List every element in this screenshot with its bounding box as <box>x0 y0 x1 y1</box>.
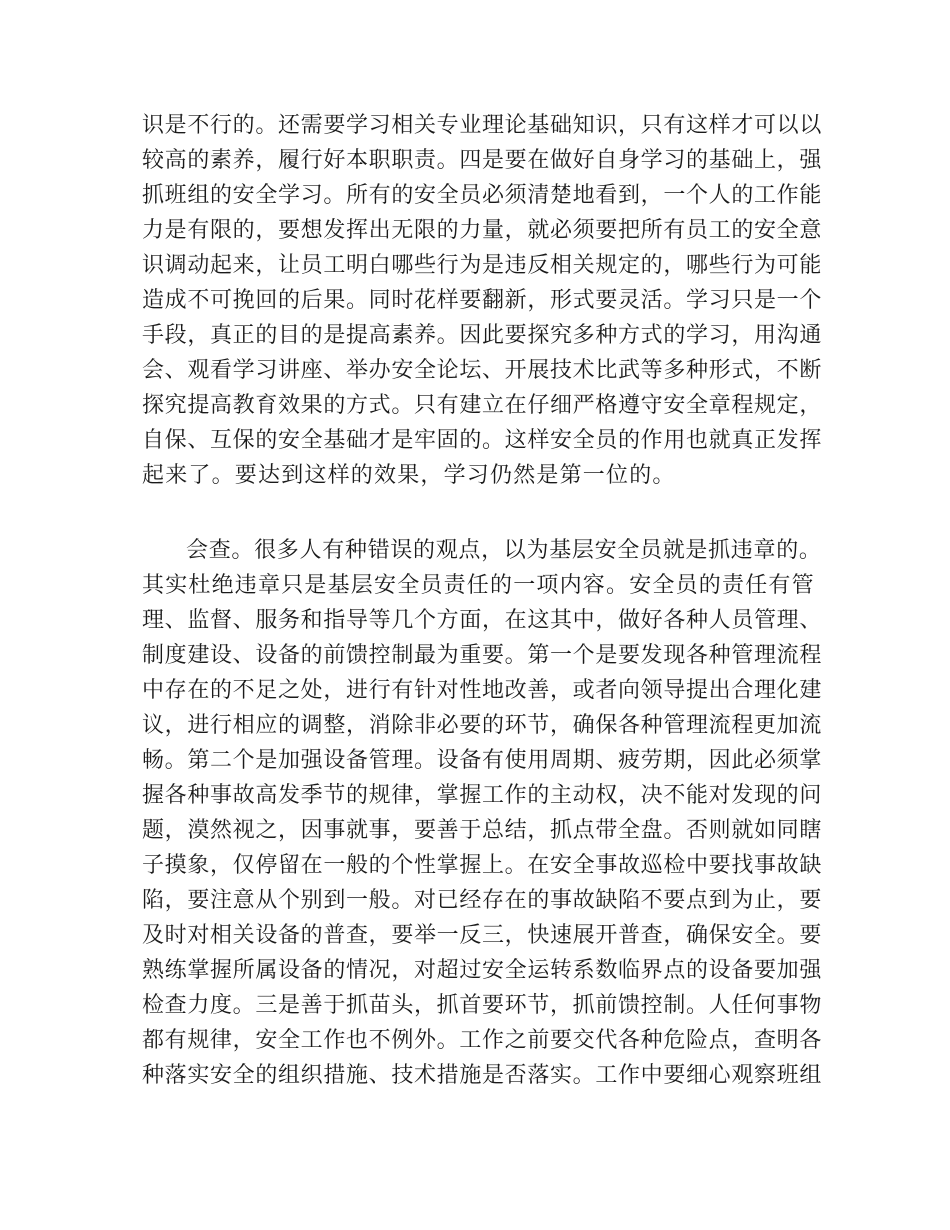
text-line: 识调动起来，让员工明白哪些行为是违反相关规定的，哪些行为可能 <box>142 253 823 278</box>
paragraph-study <box>142 108 822 493</box>
text-line: 识是不行的。还需要学习相关专业理论基础知识，只有这样才可以以 <box>142 113 823 138</box>
text-line: 中存在的不足之处，进行有针对性地改善，或者向领导提出合理化建 <box>142 678 823 703</box>
text-line: 手段，真正的目的是提高素养。因此要探究多种方式的学习，用沟通 <box>142 323 823 348</box>
text-line: 起来了。要达到这样的效果，学习仍然是第一位的。 <box>142 463 676 488</box>
text-line: 种落实安全的组织措施、技术措施是否落实。工作中要细心观察班组 <box>142 1063 823 1088</box>
text-line: 畅。第二个是加强设备管理。设备有使用周期、疲劳期，因此必须掌 <box>142 748 823 773</box>
text-line: 自保、互保的安全基础才是牢固的。这样安全员的作用也就真正发挥 <box>142 428 823 453</box>
text-line: 探究提高教育效果的方式。只有建立在仔细严格遵守安全章程规定， <box>142 393 823 418</box>
text-line: 题，漠然视之，因事就事，要善于总结，抓点带全盘。否则就如同瞎 <box>142 818 823 843</box>
text-line: 力是有限的，要想发挥出无限的力量，就必须要把所有员工的安全意 <box>142 218 823 243</box>
text-line: 较高的素养，履行好本职职责。四是要在做好自身学习的基础上，强 <box>142 148 823 173</box>
text-line: 会查。很多人有种错误的观点，以为基层安全员就是抓违章的。 <box>186 538 822 563</box>
text-line: 制度建设、设备的前馈控制最为重要。第一个是要发现各种管理流程 <box>142 643 823 668</box>
text-line: 熟练掌握所属设备的情况，对超过安全运转系数临界点的设备要加强 <box>142 958 823 983</box>
text-line: 抓班组的安全学习。所有的安全员必须清楚地看到，一个人的工作能 <box>142 183 823 208</box>
text-line: 及时对相关设备的普查，要举一反三，快速展开普查，确保安全。要 <box>142 923 823 948</box>
text-line: 检查力度。三是善于抓苗头，抓首要环节，抓前馈控制。人任何事物 <box>142 993 823 1018</box>
text-line: 造成不可挽回的后果。同时花样要翻新，形式要灵活。学习只是一个 <box>142 288 823 313</box>
paragraph-inspection <box>142 533 822 1093</box>
text-line: 握各种事故高发季节的规律，掌握工作的主动权，决不能对发现的问 <box>142 783 823 808</box>
text-line: 子摸象，仅停留在一般的个性掌握上。在安全事故巡检中要找事故缺 <box>142 853 823 878</box>
text-line: 理、监督、服务和指导等几个方面，在这其中，做好各种人员管理、 <box>142 608 823 633</box>
text-line: 其实杜绝违章只是基层安全员责任的一项内容。安全员的责任有管 <box>142 573 815 598</box>
text-line: 都有规律，安全工作也不例外。工作之前要交代各种危险点，查明各 <box>142 1028 823 1053</box>
text-line: 议，进行相应的调整，消除非必要的环节，确保各种管理流程更加流 <box>142 713 823 738</box>
text-line: 会、观看学习讲座、举办安全论坛、开展技术比武等多种形式，不断 <box>142 358 823 383</box>
text-line: 陷，要注意从个别到一般。对已经存在的事故缺陷不要点到为止，要 <box>142 888 823 913</box>
